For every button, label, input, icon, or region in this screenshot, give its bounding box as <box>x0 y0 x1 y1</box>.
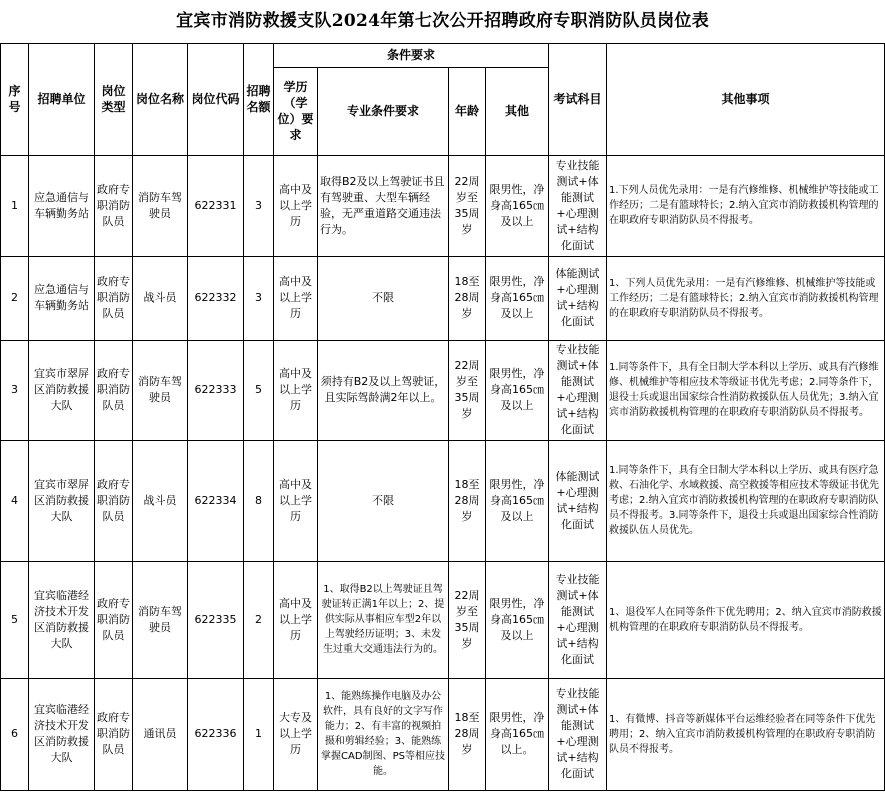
header-exam: 考试科目 <box>549 43 607 155</box>
cell-notes: 1.同等条件下，具有全日制大学本科以上学历、或具有医疗急救、石油化学、水域救援、高空救援等相应技术等级证书优先考虑；2.纳入宜宾市消防救援机构管理的在职政府专职消防队员不得报考。3.同等条件下，退役士兵或退出国家综合性消防救援队伍人员优先。 <box>607 440 885 561</box>
cell-major: 1、取得B2以上驾驶证且驾驶证转正满1年以上；2、提供实际从事相应车型2年以上驾驶经历证明；3、未发生过重大交通违法行为的。 <box>318 561 449 678</box>
cell-seq: 4 <box>1 440 29 561</box>
header-education: 学历（学位）要求 <box>274 67 318 155</box>
cell-seq: 5 <box>1 561 29 678</box>
cell-quota: 3 <box>244 256 274 340</box>
cell-post-code: 622334 <box>188 440 244 561</box>
cell-post-type: 政府专职消防队员 <box>95 678 133 790</box>
cell-age: 18至28周岁 <box>449 440 486 561</box>
cell-exam: 专业技能测试+体能测试+心理测试+结构化面试 <box>549 678 607 790</box>
cell-post-code: 622335 <box>188 561 244 678</box>
cell-education: 高中及以上学历 <box>274 155 318 256</box>
cell-seq: 3 <box>1 340 29 440</box>
cell-quota: 1 <box>244 678 274 790</box>
cell-education: 高中及以上学历 <box>274 256 318 340</box>
table-row <box>1 256 885 340</box>
cell-post-name: 战斗员 <box>133 256 188 340</box>
cell-exam: 专业技能测试+体能测试+心理测试+结构化面试 <box>549 340 607 440</box>
cell-other: 限男性，净身高165㎝以上。 <box>486 678 549 790</box>
cell-age: 22周岁至35周岁 <box>449 561 486 678</box>
cell-post-type: 政府专职消防队员 <box>95 256 133 340</box>
cell-other: 限男性，净身高165㎝及以上 <box>486 256 549 340</box>
cell-post-name: 通讯员 <box>133 678 188 790</box>
cell-major: 1、能熟练操作电脑及办公软件，具有良好的文字写作能力；2、有丰富的视频拍摄和剪辑经验；3、能熟练掌握CAD制图、PS等相应技能。 <box>318 678 449 790</box>
header-age: 年龄 <box>449 67 486 155</box>
cell-education: 高中及以上学历 <box>274 340 318 440</box>
cell-post-type: 政府专职消防队员 <box>95 440 133 561</box>
header-conditions: 条件要求 <box>274 43 549 67</box>
table-row <box>1 440 885 561</box>
cell-exam: 专业技能测试+体能测试+心理测试+结构化面试 <box>549 155 607 256</box>
title-row <box>1 0 885 43</box>
cell-quota: 3 <box>244 155 274 256</box>
cell-unit: 宜宾市翠屏区消防救援大队 <box>29 340 95 440</box>
cell-quota: 2 <box>244 561 274 678</box>
cell-other: 限男性，净身高165㎝及以上 <box>486 440 549 561</box>
cell-major: 不限 <box>318 256 449 340</box>
cell-exam: 体能测试+心理测试+结构化面试 <box>549 440 607 561</box>
cell-post-code: 622331 <box>188 155 244 256</box>
cell-notes: 1.同等条件下，具有全日制大学本科以上学历、或具有汽修维修、机械维护等相应技术等级证书优先考虑；2.同等条件下，退役士兵或退出国家综合性消防救援队伍人员优先；3.纳入宜宾市消防救援机构管理的在职政府专职消防队员不得报考。 <box>607 340 885 440</box>
cell-unit: 宜宾临港经济技术开发区消防救援大队 <box>29 561 95 678</box>
cell-major: 不限 <box>318 440 449 561</box>
header-post-code: 岗位代码 <box>188 43 244 155</box>
cell-education: 高中及以上学历 <box>274 561 318 678</box>
cell-seq: 1 <box>1 155 29 256</box>
header-post-name: 岗位名称 <box>133 43 188 155</box>
cell-seq: 2 <box>1 256 29 340</box>
cell-quota: 8 <box>244 440 274 561</box>
cell-unit: 应急通信与车辆勤务站 <box>29 155 95 256</box>
cell-quota: 5 <box>244 340 274 440</box>
cell-unit: 应急通信与车辆勤务站 <box>29 256 95 340</box>
cell-post-name: 消防车驾驶员 <box>133 340 188 440</box>
header-other: 其他 <box>486 67 549 155</box>
cell-post-code: 622332 <box>188 256 244 340</box>
cell-notes: 1.下列人员优先录用：一是有汽修维修、机械维护等技能或工作经历；二是有篮球特长；2.纳入宜宾市消防救援机构管理的在职政府专职消防队员不得报考。 <box>607 155 885 256</box>
cell-age: 18至28周岁 <box>449 678 486 790</box>
cell-other: 限男性，净身高165㎝及以上 <box>486 561 549 678</box>
header-major: 专业条件要求 <box>318 67 449 155</box>
cell-post-name: 战斗员 <box>133 440 188 561</box>
cell-post-type: 政府专职消防队员 <box>95 561 133 678</box>
cell-education: 高中及以上学历 <box>274 440 318 561</box>
header-unit: 招聘单位 <box>29 43 95 155</box>
cell-other: 限男性，净身高165㎝及以上 <box>486 155 549 256</box>
table-row <box>1 155 885 256</box>
header-row-1 <box>1 43 885 67</box>
cell-notes: 1、下列人员优先录用：一是有汽修维修、机械维护等技能或工作经历；二是有篮球特长；2.纳入宜宾市消防救援机构管理的在职政府专职消防队员不得报考。 <box>607 256 885 340</box>
cell-seq: 6 <box>1 678 29 790</box>
cell-unit: 宜宾临港经济技术开发区消防救援大队 <box>29 678 95 790</box>
header-notes: 其他事项 <box>607 43 885 155</box>
cell-notes: 1、有微博、抖音等新媒体平台运维经验者在同等条件下优先聘用；2、纳入宜宾市消防救援机构管理的在职政府专职消防队员不得报考。 <box>607 678 885 790</box>
cell-notes: 1、退役军人在同等条件下优先聘用；2、纳入宜宾市消防救援机构管理的在职政府专职消防队员不得报考。 <box>607 561 885 678</box>
cell-post-code: 622333 <box>188 340 244 440</box>
cell-post-code: 622336 <box>188 678 244 790</box>
header-seq: 序号 <box>1 43 29 155</box>
cell-education: 大专及以上学历 <box>274 678 318 790</box>
cell-age: 18至28周岁 <box>449 256 486 340</box>
cell-major: 取得B2及以上驾驶证书且有驾驶重、大型车辆经验，无严重道路交通违法行为。 <box>318 155 449 256</box>
cell-post-name: 消防车驾驶员 <box>133 561 188 678</box>
table-row <box>1 678 885 790</box>
cell-major: 须持有B2及以上驾驶证，且实际驾龄满2年以上。 <box>318 340 449 440</box>
header-post-type: 岗位类型 <box>95 43 133 155</box>
cell-post-name: 消防车驾驶员 <box>133 155 188 256</box>
cell-age: 22周岁至35周岁 <box>449 340 486 440</box>
table-row <box>1 561 885 678</box>
table-row <box>1 340 885 440</box>
cell-exam: 专业技能测试+体能测试+心理测试+结构化面试 <box>549 561 607 678</box>
cell-post-type: 政府专职消防队员 <box>95 340 133 440</box>
header-quota: 招聘名额 <box>244 43 274 155</box>
cell-post-type: 政府专职消防队员 <box>95 155 133 256</box>
cell-unit: 宜宾市翠屏区消防救援大队 <box>29 440 95 561</box>
cell-age: 22周岁至35周岁 <box>449 155 486 256</box>
cell-exam: 体能测试+心理测试+结构化面试 <box>549 256 607 340</box>
page-title: 宜宾市消防救援支队2024年第七次公开招聘政府专职消防队员岗位表 <box>1 0 885 43</box>
cell-other: 限男性，净身高165㎝及以上 <box>486 340 549 440</box>
